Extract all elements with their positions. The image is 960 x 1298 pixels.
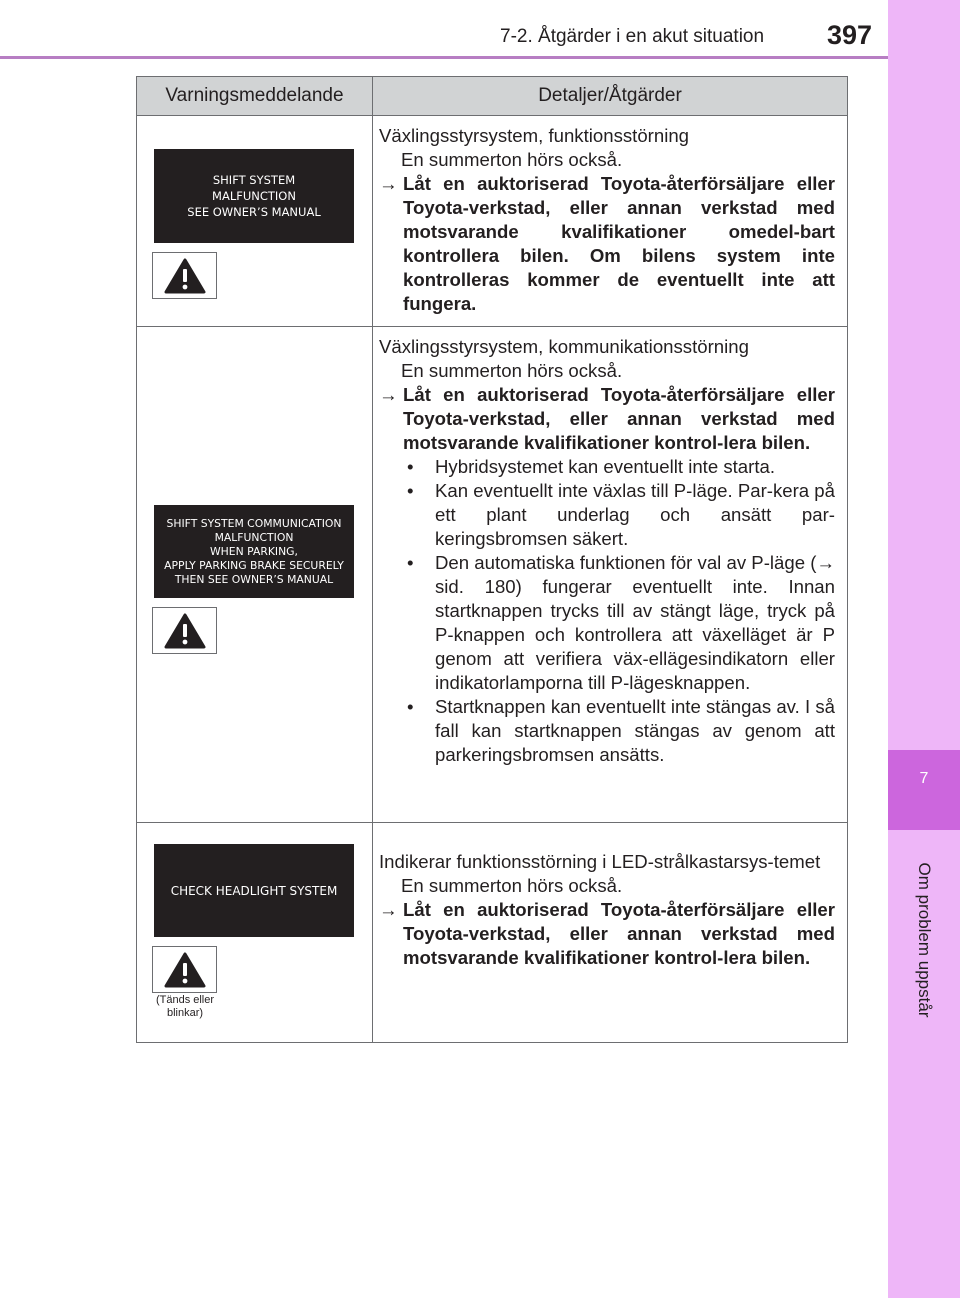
warning-cell xyxy=(137,327,373,823)
warning-indicator xyxy=(152,252,217,299)
warning-title: Indikerar funktionsstörning i LED-strålkastarsys-temet xyxy=(379,851,821,872)
message-display xyxy=(154,149,354,243)
table-row xyxy=(137,823,848,1043)
header-divider xyxy=(0,56,888,59)
buzzer-note: En summerton hörs också. xyxy=(401,875,623,896)
list-item: • Den automatiska funktionen för val av P-läge (→ sid. 180) fungerar eventuellt inte. Innan startknappen trycks till av stängt läge, tryck på P-knappen och kontrollera att växelläget är P genom att verifiera väx-ellägesindikatorn eller indikatorlamporna till P-lägesknappen. xyxy=(407,551,835,695)
buzzer-note: En summerton hörs också. xyxy=(401,360,623,381)
message-line: WHEN PARKING, xyxy=(210,544,298,558)
arrow-icon: → xyxy=(379,173,398,194)
action-paragraph xyxy=(379,172,835,316)
buzzer-note: En summerton hörs också. xyxy=(401,149,623,170)
action-paragraph xyxy=(379,383,835,455)
column-header-details: Detaljer/Åtgärder xyxy=(373,77,848,116)
message-line: THEN SEE OWNER’S MANUAL xyxy=(174,572,334,586)
table-header-row xyxy=(137,77,848,116)
message-line: MALFUNCTION xyxy=(212,189,296,203)
message-line: MALFUNCTION xyxy=(214,530,294,544)
action-paragraph xyxy=(379,898,835,970)
column-header-message: Varningsmeddelande xyxy=(137,77,373,116)
message-line: SHIFT SYSTEM COMMUNICATION xyxy=(166,516,342,530)
warning-indicator xyxy=(152,607,217,654)
message-line: SEE OWNER’S MANUAL xyxy=(187,205,321,219)
warning-title: Växlingsstyrsystem, kommunikationsstörning xyxy=(379,336,749,357)
warning-triangle-icon xyxy=(164,613,206,649)
action-text: Låt en auktoriserad Toyota-återförsäljare eller Toyota-verkstad, eller annan verkstad med motsvarande kvalifikationer omedel-bart kontrollera bilen. Om bilens system inte kontrolleras kommer de eventuellt inte att fungera. xyxy=(403,173,835,314)
arrow-icon: → xyxy=(379,384,398,405)
list-item: • Kan eventuellt inte växlas till P-läge. Par-kera på ett plant underlag och ansätt par-keringsbromsen säkert. xyxy=(407,479,835,551)
list-item: • Hybridsystemet kan eventuellt inte starta. xyxy=(407,455,835,479)
arrow-icon: → xyxy=(379,899,398,920)
warning-title: Växlingsstyrsystem, funktionsstörning xyxy=(379,125,690,146)
table-row xyxy=(137,116,848,327)
details-cell xyxy=(373,116,848,327)
indicator-caption: (Tänds eller blinkar) xyxy=(155,994,215,1019)
message-display xyxy=(154,844,354,937)
warning-cell xyxy=(137,823,373,1043)
warning-triangle-icon xyxy=(164,258,206,294)
action-text: Låt en auktoriserad Toyota-återförsäljare eller Toyota-verkstad, eller annan verkstad med motsvarande kvalifikationer kontrol-lera bilen. xyxy=(403,384,835,453)
section-title: 7-2. Åtgärder i en akut situation xyxy=(500,26,765,47)
warning-cell xyxy=(137,116,373,327)
table-row xyxy=(137,327,848,823)
page-number: 397 xyxy=(827,20,873,50)
message-display xyxy=(154,505,354,598)
warning-table xyxy=(136,76,848,1043)
chapter-side-tab xyxy=(888,0,960,1298)
note-list xyxy=(379,455,835,767)
message-line: CHECK HEADLIGHT SYSTEM xyxy=(170,883,338,898)
chapter-label: Om problem uppstår xyxy=(915,862,934,1018)
message-line: SHIFT SYSTEM xyxy=(212,173,296,187)
chapter-tab-active xyxy=(888,750,960,830)
warning-triangle-icon xyxy=(164,952,206,988)
list-item: • Startknappen kan eventuellt inte stängas av. I så fall kan startknappen stängas av genom att parkeringsbromsen ansätts. xyxy=(407,695,835,767)
chapter-number: 7 xyxy=(919,770,929,787)
message-line: APPLY PARKING BRAKE SECURELY xyxy=(164,558,344,572)
warning-indicator xyxy=(152,946,217,993)
details-cell xyxy=(373,327,848,823)
details-cell xyxy=(373,823,848,1043)
action-text: Låt en auktoriserad Toyota-återförsäljare eller Toyota-verkstad, eller annan verkstad med motsvarande kvalifikationer kontrol-lera bilen. xyxy=(403,899,835,968)
